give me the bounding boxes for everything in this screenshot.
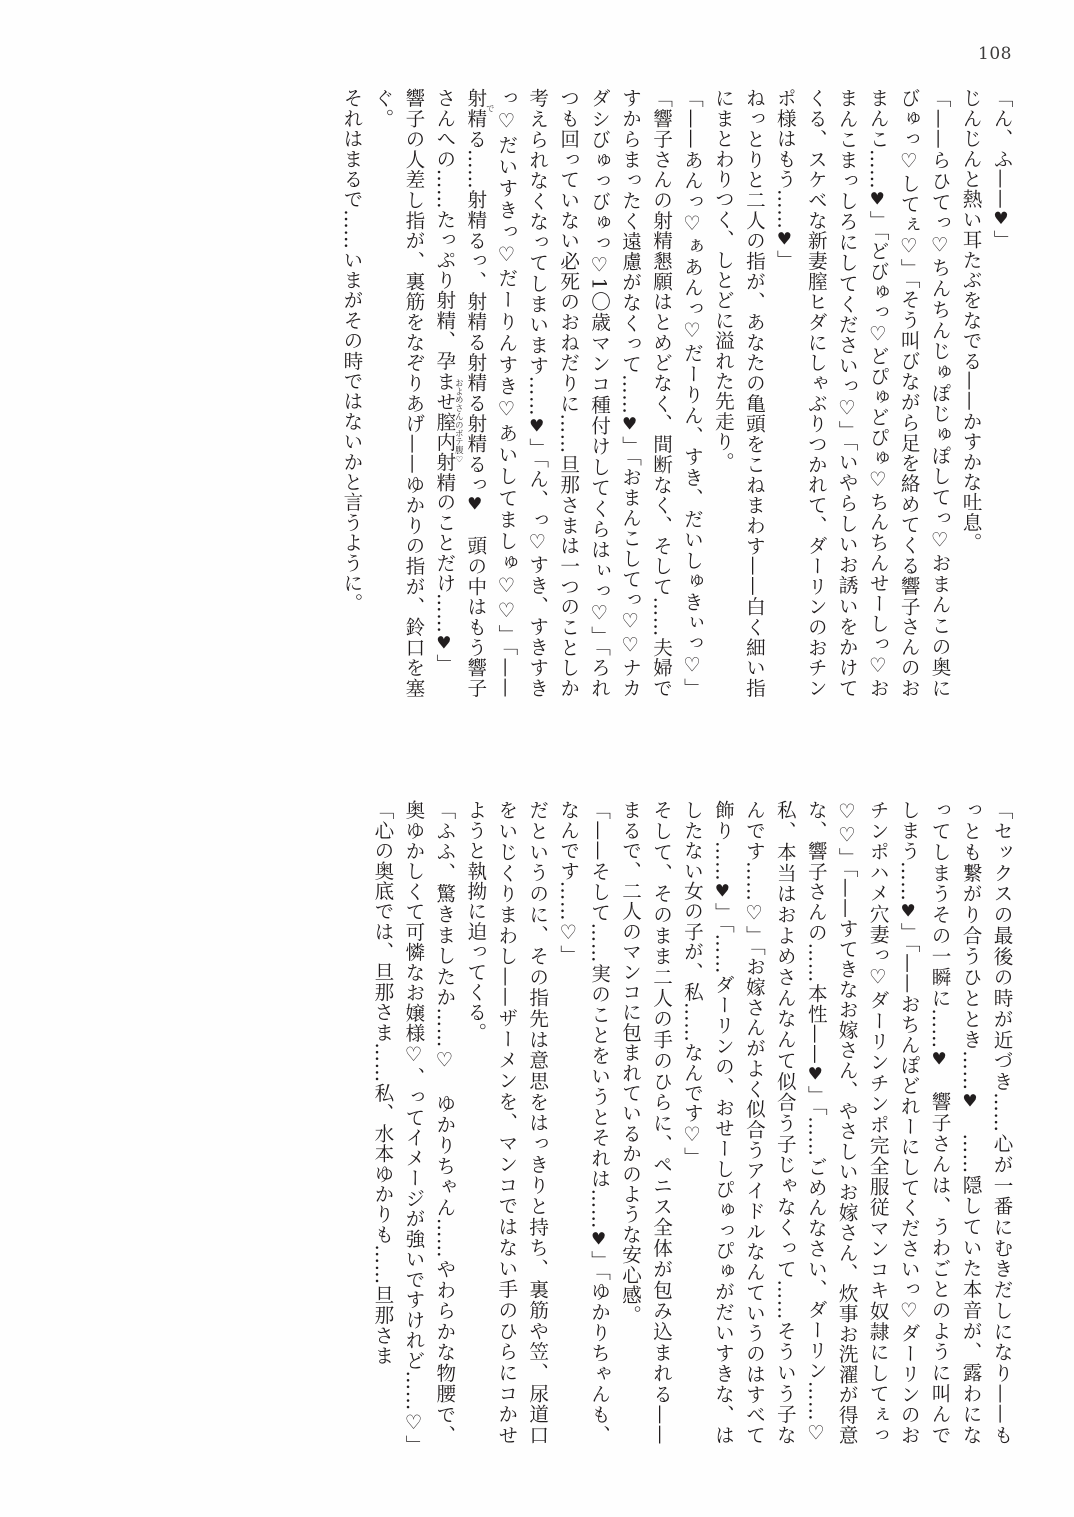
paragraph-8: 「セックスの最後の時が近づき……心が一番にむきだしになり——もっとも繋がり合うひととき……♥ ……隠していた本音が、露わになってしまうその一瞬に……♥ 響子さんは、うわごとのように叫んでしまう……♥」「——おちんぽどれーにしてくださいっ♡ダーリンのおチンポハメ穴妻っ♡ダーリンチンポ完全服従マンコキ奴隷にしてぇっ♡♡」「——すてきなお嫁さん、やさしいお嫁さん、炊事お洗濯が得意な、響子さんの……本性——♥」「……ごめんなさい、ダーリン……♡ 私、本当はおよめさんなんて似合う子じゃなくって……そういう子なんです……♡」「お嫁さんがよく似合うアイドルなんていうのはすべて飾り……♥」「……ダーリンの、おせーしぴゅっぴゅがだいすきな、はしたない女の子が、私……なんです♡」 — [680, 800, 1013, 1466]
paragraph-2: じんじんと熱い耳たぶをなでる——かすかな吐息。 — [959, 88, 983, 553]
heart-solid-icon: ♥ — [464, 494, 485, 516]
text-block-top — [110, 88, 1016, 698]
paragraph-7: それはまるで……いまがその時ではないかと言うように。 — [339, 88, 363, 614]
ruby-shasei-de: 射精で — [463, 88, 496, 129]
paragraph-6: 響子の人差し指が、裏筋をなぞりあげ——ゆかりの指が、鈴口を塞ぐ。 — [370, 88, 425, 698]
ruby-haramase-chitsunai-shasei: 孕ませ膣内射精およめさんのボテ腹♡ — [432, 350, 465, 492]
heart-solid-icon: ♥ — [619, 414, 640, 436]
heart-solid-icon: ♥ — [774, 229, 795, 250]
paragraph-9: そして、そのまま二人の手のひらに、ペニス全体が包み込まれる——まるで、二人のマンコに包まれているかのような安心感。 — [618, 800, 673, 1445]
paragraph-1: 「ん、ふ——♥」 — [990, 88, 1013, 250]
heart-solid-icon: ♥ — [929, 1048, 950, 1071]
paragraph-5: 「——あんっ♡ぁあんっ♡だーりん、すき、だいしゅきぃっ♡」「響子さんの射精懇願はとめどなく、間断なく、そして……夫婦ですからまったく遠慮がなくって……♥」「おまんこしてっ♡♡ナカダシびゅっびゅっ♡1〇歳マンコ種付けしてくらはぃっ♡」「ろれつも回っていない必死のおねだりに……旦那さまは一つのことしか考えられなくなってしまいます……♥」「ん、っ♡すき、すきすきっ♡だいすきっ♡だーりんすき♡あいしてましゅ♡♡」「——射精でる……射精るっ、射精る射精る射精るっ♥ 頭の中はもう響子さんへの……たっぷり射精、孕ませ膣内射精およめさんのボテ腹♡のことだけ……♥」 — [432, 88, 704, 699]
heart-solid-icon: ♥ — [805, 1064, 826, 1086]
paragraph-11: だというのに、その指先は意思をはっきりと持ち、裏筋や笠、尿道口をいじくりまわし——ザーメンを、マンコではない手のひらにコかせようと執拗に迫ってくる。 — [463, 800, 549, 1445]
heart-solid-icon: ♥ — [867, 189, 888, 211]
page-number: 108 — [978, 44, 1012, 64]
heart-solid-icon: ♥ — [991, 209, 1011, 230]
heart-solid-icon: ♥ — [712, 881, 733, 903]
paragraph-10: 「——そして……実のことをいうとそれは……♥」「ゆかりちゃんも、なんです……♡」 — [556, 800, 611, 1445]
heart-solid-icon: ♥ — [433, 633, 454, 654]
heart-solid-icon: ♥ — [898, 901, 919, 923]
paragraph-4: ねっとりと二人の指が、あなたの亀頭をこねまわす——白く細い指にまとわりつく、しとどに溢れた先走り。 — [711, 88, 766, 698]
heart-solid-icon: ♥ — [526, 416, 547, 438]
heart-solid-icon: ♥ — [960, 1090, 981, 1113]
heart-solid-icon: ♥ — [588, 1229, 609, 1251]
paragraph-3: 「——らひてっ♡ちんちんじゅぽじゅぽしてっ♡おまんこの奥にびゅっ♡してぇ♡」「そう叫びながら足を絡めてくる響子さんのおまんこ……♥」「どびゅっ♡どぴゅどぴゅ♡ちんちんせーしっ♡おまんこまっしろにしてくださいっ♡」「いやらしいお誘いをかけてくる、スケベな新妻膣ヒダにしゃぶりつかれて、ダーリンのおチンポ様はもう……♥」 — [773, 88, 952, 698]
text-block-bottom — [110, 800, 1016, 1466]
paragraph-12: 「ふふ、驚きましたか……♡ ゆかりちゃん……やわらかな物腰で、奥ゆかしくて可憐なお嬢様♡、ってイメージが強いですけれど……♡」「心の奥底では、旦那さま……私、水本ゆかりも……旦那さま — [370, 800, 456, 1445]
